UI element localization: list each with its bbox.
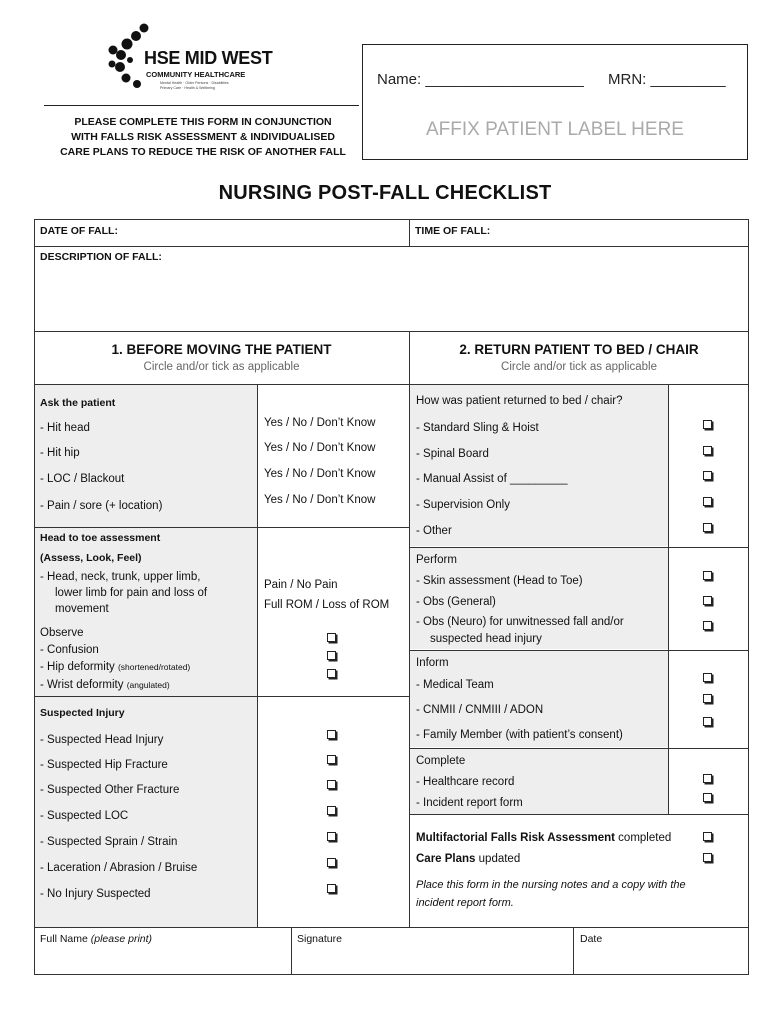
time-of-fall-field[interactable]: TIME OF FALL:	[415, 225, 491, 237]
laceration-checkbox[interactable]	[327, 858, 336, 867]
filing-note: Place this form in the nursing notes and a copy with the	[416, 879, 686, 891]
inform-item: - CNMII / CNMIII / ADON	[416, 704, 544, 716]
divider	[668, 384, 669, 815]
suspected-item: - Suspected LOC	[40, 810, 129, 822]
ask-item: - Pain / sore (+ location)	[40, 500, 163, 512]
mfra-rest: completed	[614, 832, 672, 844]
suspected-item: - Suspected Other Fracture	[40, 784, 180, 796]
perform-item: suspected head injury	[430, 633, 542, 645]
care-plans-label: Care Plans	[416, 853, 476, 865]
logo-fine-line: Primary Care · Health & Wellbeing	[160, 86, 215, 90]
description-of-fall-field[interactable]: DESCRIPTION OF FALL:	[40, 251, 162, 263]
fall-details-table	[34, 219, 749, 332]
healthcare-record-checkbox[interactable]	[703, 774, 712, 783]
sling-hoist-checkbox[interactable]	[703, 420, 712, 429]
pain-option[interactable]: Pain / No Pain	[264, 579, 338, 591]
inform-title: Inform	[416, 657, 449, 669]
hip-deformity-checkbox[interactable]	[327, 651, 336, 660]
instruction-text	[40, 115, 366, 160]
divider	[34, 246, 749, 247]
suspected-item: - Laceration / Abrasion / Bruise	[40, 862, 198, 874]
obs-neuro-checkbox[interactable]	[703, 621, 712, 630]
ask-option-pain[interactable]: Yes / No / Don’t Know	[264, 494, 376, 506]
other-fracture-checkbox[interactable]	[327, 780, 336, 789]
ask-option-hit-hip[interactable]: Yes / No / Don’t Know	[264, 442, 376, 454]
observe-label: Observe	[40, 627, 84, 639]
family-member-checkbox[interactable]	[703, 717, 712, 726]
head-to-toe-title: Head to toe assessment	[40, 532, 161, 544]
complete-title: Complete	[416, 755, 466, 767]
other-checkbox[interactable]	[703, 523, 712, 532]
head-to-toe-subtitle: (Assess, Look, Feel)	[40, 552, 142, 564]
mfra-label: Multifactorial Falls Risk Assessment	[416, 832, 615, 844]
hip-fracture-checkbox[interactable]	[327, 755, 336, 764]
divider	[409, 650, 749, 651]
wrist-deformity-checkbox[interactable]	[327, 669, 336, 678]
care-plans-rest: updated	[475, 853, 521, 865]
filing-note: incident report form.	[416, 897, 514, 909]
full-name-note: (please print)	[90, 933, 153, 945]
suspected-item: - Suspected Head Injury	[40, 734, 164, 746]
divider	[409, 748, 749, 749]
returned-item: - Spinal Board	[416, 448, 489, 460]
complete-item: - Incident report form	[416, 797, 523, 809]
divider	[34, 696, 409, 697]
ask-patient-title: Ask the patient	[40, 397, 116, 409]
page-title: NURSING POST-FALL CHECKLIST	[218, 182, 552, 204]
logo-fine-print	[160, 81, 229, 91]
section2-heading: 2. RETURN PATIENT TO BED / CHAIR	[459, 342, 699, 357]
confusion-checkbox[interactable]	[327, 633, 336, 642]
sprain-checkbox[interactable]	[327, 832, 336, 841]
rom-option[interactable]: Full ROM / Loss of ROM	[264, 599, 390, 611]
divider	[409, 814, 749, 815]
ask-item: - Hit head	[40, 422, 90, 434]
head-injury-checkbox[interactable]	[327, 730, 336, 739]
observe-item-text: - Hip deformity	[40, 661, 118, 673]
section1-subheading: Circle and/or tick as applicable	[143, 361, 300, 373]
observe-item	[40, 643, 99, 657]
shade-returned	[410, 385, 668, 546]
returned-item: - Supervision Only	[416, 499, 510, 511]
observe-item	[40, 660, 190, 674]
observe-item-note: (shortened/rotated)	[117, 662, 191, 672]
full-name-label: Full Name	[40, 933, 91, 945]
affix-label-placeholder: AFFIX PATIENT LABEL HERE	[426, 119, 684, 140]
suspected-item: - Suspected Sprain / Strain	[40, 836, 178, 848]
divider	[34, 527, 409, 528]
hse-logo	[100, 22, 300, 102]
perform-item: - Obs (Neuro) for unwitnessed fall and/or	[416, 616, 624, 628]
divider	[573, 927, 574, 975]
full-name-field[interactable]	[40, 932, 152, 946]
divider	[409, 547, 749, 548]
incident-report-checkbox[interactable]	[703, 793, 712, 802]
spinal-board-checkbox[interactable]	[703, 446, 712, 455]
perform-title: Perform	[416, 554, 457, 566]
ask-option-loc[interactable]: Yes / No / Don’t Know	[264, 468, 376, 480]
complete-item: - Healthcare record	[416, 776, 515, 788]
supervision-checkbox[interactable]	[703, 497, 712, 506]
no-injury-checkbox[interactable]	[327, 884, 336, 893]
section2-subheading: Circle and/or tick as applicable	[501, 361, 657, 373]
head-to-toe-item: lower limb for pain and loss of	[55, 587, 208, 599]
logo-title: HSE MID WEST	[144, 48, 273, 68]
mfra-checkbox[interactable]	[703, 832, 712, 841]
instruction-line: PLEASE COMPLETE THIS FORM IN CONJUNCTION	[74, 116, 332, 128]
divider	[291, 927, 292, 975]
observe-item-text: - Wrist deformity	[40, 679, 127, 691]
skin-assessment-checkbox[interactable]	[703, 571, 712, 580]
manual-assist-checkbox[interactable]	[703, 471, 712, 480]
signature-field[interactable]: Signature	[297, 933, 342, 945]
instruction-line: WITH FALLS RISK ASSESSMENT & INDIVIDUALISED	[71, 131, 335, 143]
inform-item: - Medical Team	[416, 679, 494, 691]
observe-item	[40, 678, 170, 692]
header-divider	[44, 105, 359, 106]
date-field[interactable]: Date	[580, 933, 603, 945]
medical-team-checkbox[interactable]	[703, 673, 712, 682]
ask-item: - LOC / Blackout	[40, 473, 125, 485]
date-of-fall-field[interactable]: DATE OF FALL:	[40, 225, 118, 237]
returned-item: - Standard Sling & Hoist	[416, 422, 539, 434]
observe-item-text: - Confusion	[40, 644, 99, 656]
patient-name-field[interactable]: Name: ___________________	[377, 71, 584, 88]
returned-question: How was patient returned to bed / chair?	[416, 395, 623, 407]
divider	[257, 384, 258, 928]
divider	[409, 219, 410, 246]
returned-item: - Manual Assist of _________	[416, 473, 568, 485]
instruction-line: CARE PLANS TO REDUCE THE RISK OF ANOTHER FALL	[60, 146, 346, 158]
section1-heading: 1. BEFORE MOVING THE PATIENT	[111, 342, 332, 357]
obs-general-checkbox[interactable]	[703, 596, 712, 605]
perform-item: - Obs (General)	[416, 596, 496, 608]
loc-checkbox[interactable]	[327, 806, 336, 815]
head-to-toe-item: - Head, neck, trunk, upper limb,	[40, 571, 201, 583]
inform-item: - Family Member (with patient’s consent)	[416, 729, 623, 741]
logo-subtitle: COMMUNITY HEALTHCARE	[146, 70, 246, 79]
mfra-line	[416, 831, 671, 845]
suspected-injury-title: Suspected Injury	[40, 707, 125, 719]
mrn-field[interactable]: MRN: _________	[608, 71, 726, 88]
returned-item: - Other	[416, 525, 452, 537]
head-to-toe-item: movement	[55, 603, 109, 615]
ask-item: - Hit hip	[40, 447, 80, 459]
suspected-item: - Suspected Hip Fracture	[40, 759, 168, 771]
ask-option-hit-head[interactable]: Yes / No / Don’t Know	[264, 417, 376, 429]
cnm-adon-checkbox[interactable]	[703, 694, 712, 703]
care-plans-line	[416, 852, 520, 866]
suspected-item: - No Injury Suspected	[40, 888, 151, 900]
care-plans-checkbox[interactable]	[703, 853, 712, 862]
observe-item-note: (angulated)	[126, 680, 170, 690]
perform-item: - Skin assessment (Head to Toe)	[416, 575, 583, 587]
patient-label-box[interactable]	[362, 44, 748, 160]
logo-fine-line: Mental Health · Older Persons · Disabilities	[160, 81, 229, 85]
